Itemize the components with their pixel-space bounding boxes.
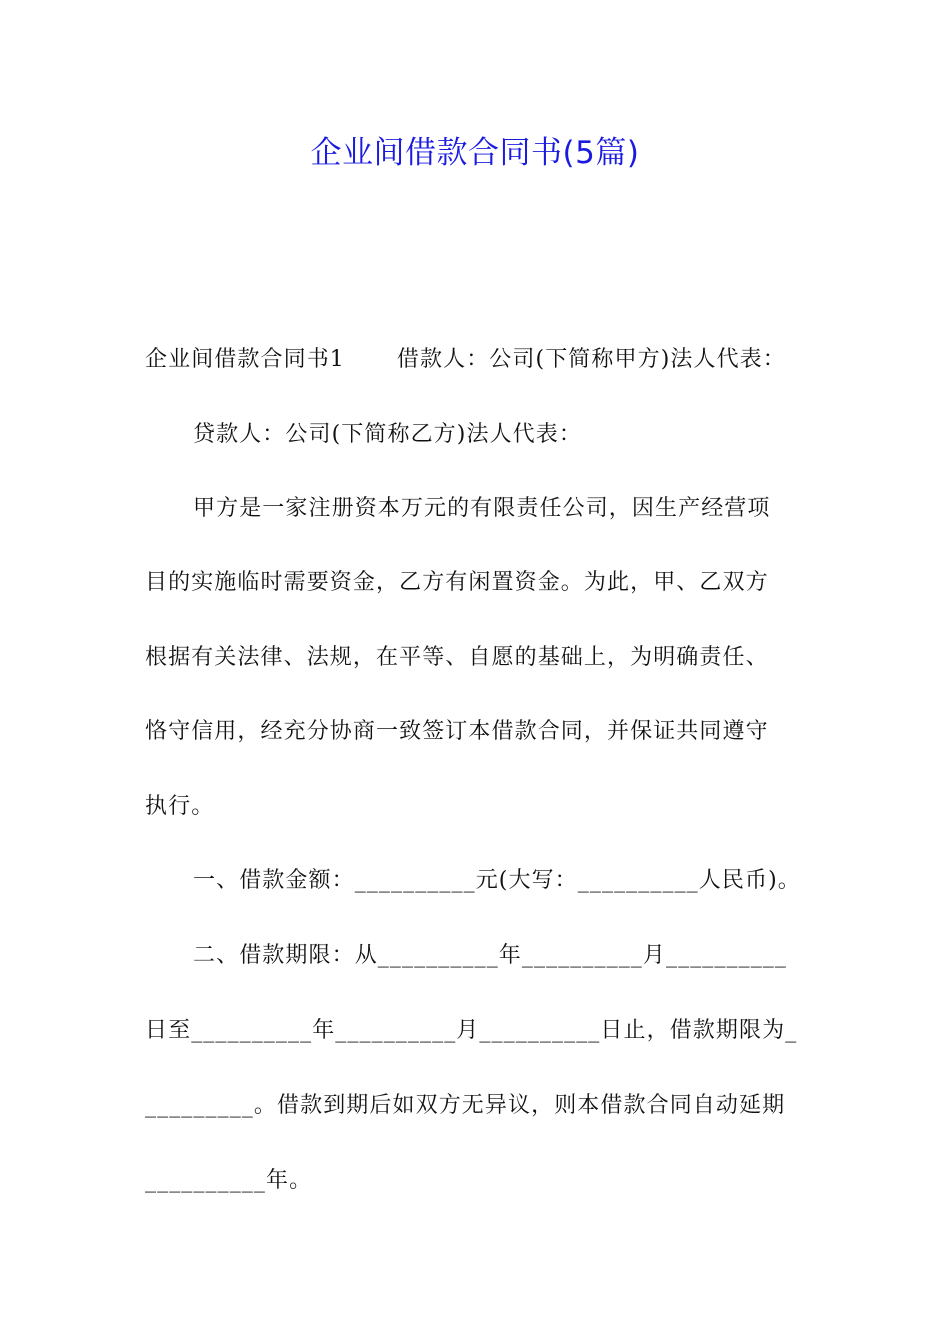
lender-line: 贷款人：公司(下简称乙方)法人代表：: [193, 422, 582, 447]
paragraph-line: 执行。: [145, 794, 215, 819]
contract-heading-line: [145, 345, 815, 375]
loan-amount-clause: 一、借款金额：__________元(大写：__________人民币)。: [193, 868, 801, 893]
loan-term-line: _________。借款到期后如双方无异议，则本借款合同自动延期: [145, 1093, 786, 1118]
borrower-label: 借款人：公司(下简称甲方)法人代表：: [396, 347, 786, 372]
document-title: 企业间借款合同书(5篇): [310, 135, 640, 171]
paragraph-line: 甲方是一家注册资本万元的有限责任公司，因生产经营项: [193, 496, 771, 521]
loan-term-line: __________年。: [145, 1168, 313, 1193]
loan-term-line: 日至__________年__________月__________日止，借款期限为_: [145, 1018, 798, 1043]
paragraph-line: 恪守信用，经充分协商一致签订本借款合同，并保证共同遵守: [145, 719, 769, 744]
contract-number-label: 企业间借款合同书1: [145, 347, 345, 372]
paragraph-line: 根据有关法律、法规，在平等、自愿的基础上，为明确责任、: [145, 645, 769, 670]
loan-term-clause: 二、借款期限：从__________年__________月__________: [193, 943, 788, 968]
paragraph-line: 目的实施临时需要资金，乙方有闲置资金。为此，甲、乙双方: [145, 570, 769, 595]
